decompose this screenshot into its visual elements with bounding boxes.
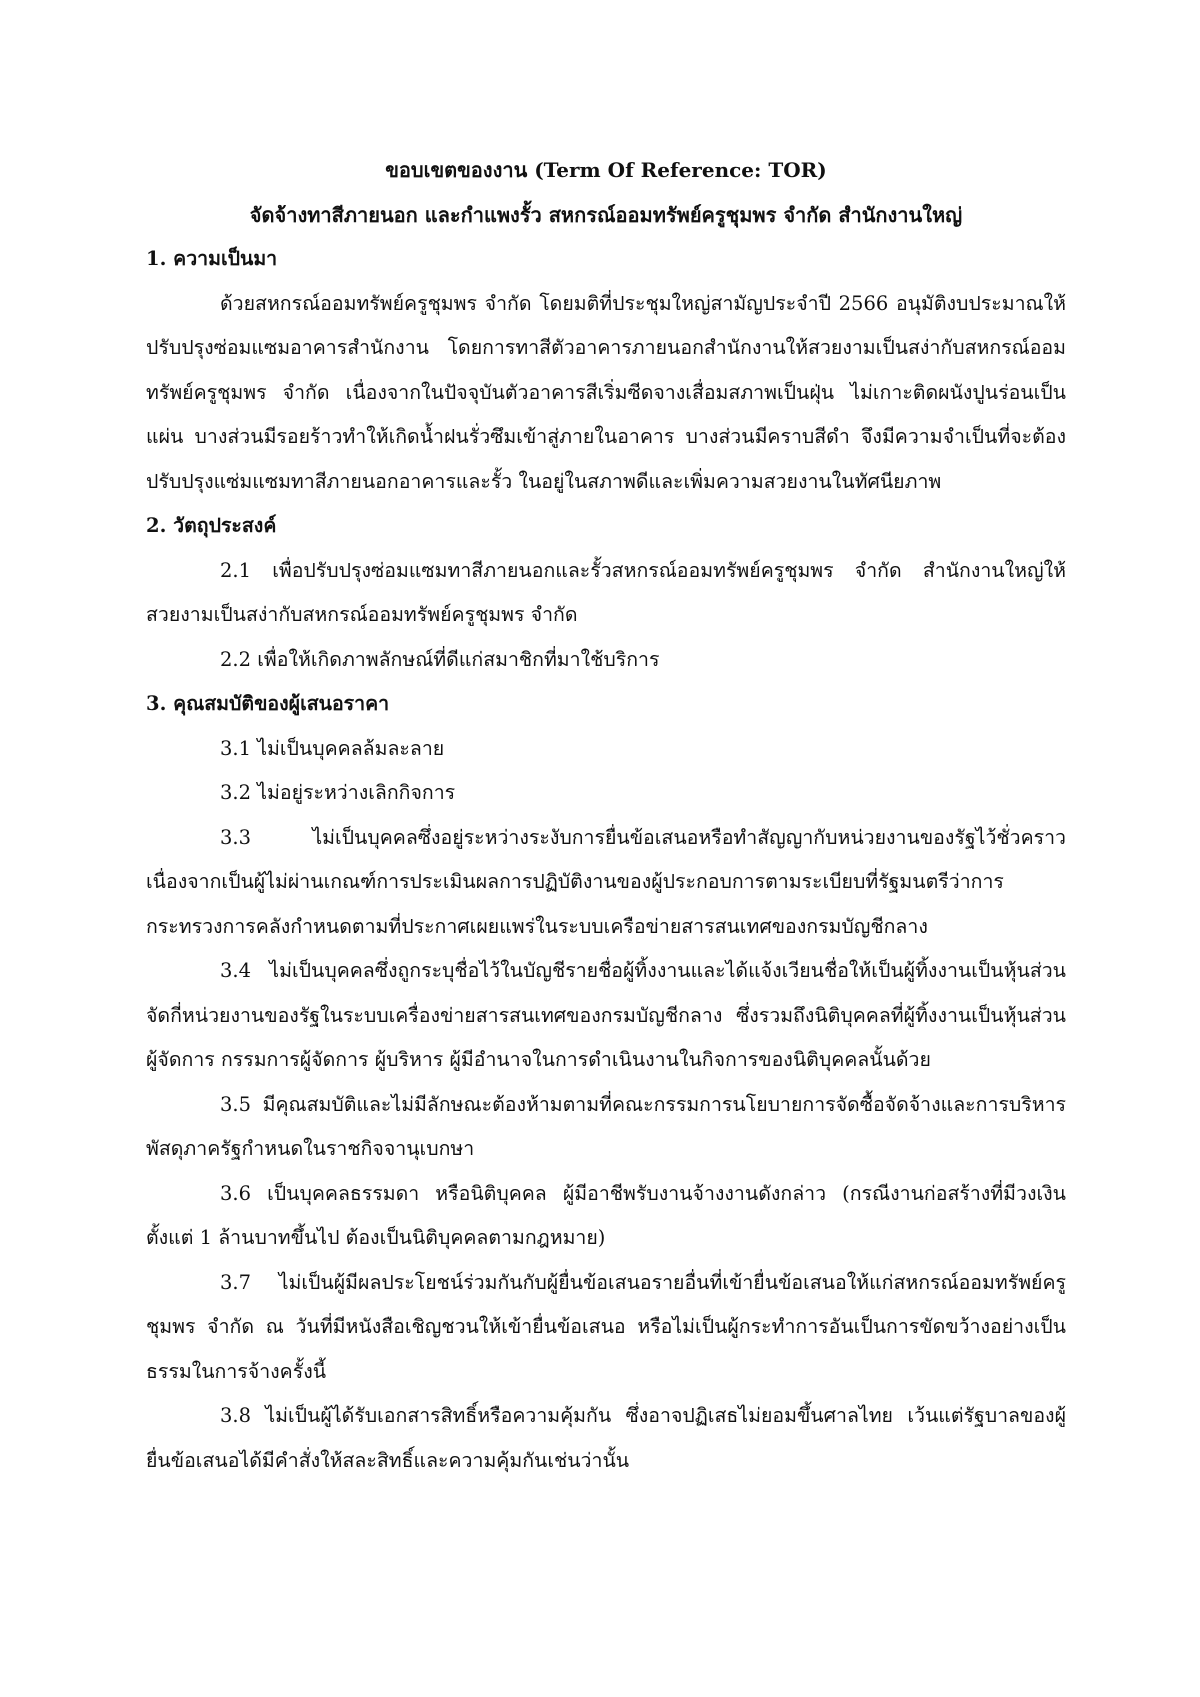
section-heading-objectives: 2. วัตถุประสงค์ [146, 514, 277, 537]
section-heading-background: 1. ความเป็นมา [146, 247, 278, 270]
section-heading-qualifications: 3. คุณสมบัติของผู้เสนอราคา [146, 692, 390, 715]
objective-item: 2.2 เพื่อให้เกิดภาพลักษณ์ที่ดีแก่สมาชิกที่มาใช้บริการ [220, 647, 660, 671]
qualification-item: 3.1 ไม่เป็นบุคคลล้มละลาย [220, 736, 445, 760]
qualification-item: 3.7 ไม่เป็นผู้มีผลประโยชน์ร่วมกันกับผู้ยื่นข้อเสนอรายอื่นที่เข้ายื่นข้อเสนอให้แก่สหกรณ์ออมทรัพย์ครูชุมพร จำกัด ณ วันที่มีหนังสือเชิญชวนให้เข้ายื่นข้อเสนอ หรือไม่เป็นผู้กระทำการอันเป็นการขัดขว้างอย่างเป็นธรรมในการจ้างครั้งนี้ [146, 1270, 1066, 1383]
document-title: ขอบเขตของงาน (Term Of Reference: TOR) [385, 158, 827, 182]
qualification-item: 3.8 ไม่เป็นผู้ได้รับเอกสารสิทธิ์หรือความคุ้มกัน ซึ่งอาจปฏิเสธไม่ยอมขึ้นศาลไทย เว้นแต่รัฐบาลของผู้ยื่นข้อเสนอได้มีคำสั่งให้สละสิทธิ์และความคุ้มกันเช่นว่านั้น [146, 1404, 1066, 1472]
objective-item: 2.1 เพื่อปรับปรุงซ่อมแซมทาสีภายนอกและรั้วสหกรณ์ออมทรัพย์ครูชุมพร จำกัด สำนักงานใหญ่ให้สวยงามเป็นสง่ากับสหกรณ์ออมทรัพย์ครูชุมพร จำกัด [146, 558, 1066, 626]
qualification-item: 3.4 ไม่เป็นบุคคลซึ่งถูกระบุชื่อไว้ในบัญชีรายชื่อผู้ทิ้งงานและได้แจ้งเวียนชื่อให้เป็นผู้ทิ้งงานเป็นหุ้นส่วนจัดกี่หน่วยงานของรัฐในระบบเครื่องข่ายสารสนเทศของกรมบัญชีกลาง ซึ่งรวมถึงนิติบุคคลที่ผู้ทิ้งงานเป็นหุ้นส่วนผู้จัดการ กรรมการผู้จัดการ ผู้บริหาร ผู้มีอำนาจในการดำเนินงานในกิจการของนิติบุคคลนั้นด้วย [146, 959, 1066, 1071]
qualification-item: 3.2 ไม่อยู่ระหว่างเลิกกิจการ [220, 781, 456, 804]
background-paragraph: ด้วยสหกรณ์ออมทรัพย์ครูชุมพร จำกัด โดยมติที่ประชุมใหญ่สามัญประจำปี 2566 อนุมัติงบประมาณให้ปรับปรุงซ่อมแซมอาคารสำนักงาน โดยการทาสีตัวอาคารภายนอกสำนักงานให้สวยงามเป็นสง่ากับสหกรณ์ออมทรัพย์ครูชุมพร จำกัด เนื่องจากในปัจจุบันตัวอาคารสีเริ่มซีดจางเสื่อมสภาพเป็นฝุ่น ไม่เกาะติดผนังปูนร่อนเป็นแผ่น บางส่วนมีรอยร้าวทำให้เกิดน้ำฝนรั่วซึมเข้าสู่ภายในอาคาร บางส่วนมีคราบสีดำ จึงมีความจำเป็นที่จะต้องปรับปรุงแซ่มแซมทาสีภายนอกอาคารและรั้ว ในอยู่ในสภาพดีและเพิ่มความสวยงานในทัศนียภาพ [146, 291, 1066, 493]
qualification-item: 3.3 ไม่เป็นบุคคลซึ่งอยู่ระหว่างระงับการยื่นข้อเสนอหรือทำสัญญากับหน่วยงานของรัฐไว้ชั่วคราว เนื่องจากเป็นผู้ไม่ผ่านเกณฑ์การประเมินผลการปฏิบัติงานของผู้ประกอบการตามระเบียบที่รัฐมนตรีว่าการกระทรวงการคลังกำหนดตามที่ประกาศเผยแพร่ในระบบเครือข่ายสารสนเทศของกรมบัญชีกลาง [146, 825, 1066, 938]
qualification-item: 3.6 เป็นบุคคลธรรมดา หรือนิติบุคคล ผู้มีอาชีพรับงานจ้างงานดังกล่าว (กรณีงานก่อสร้างที่มีวงเงินตั้งแต่ 1 ล้านบาทขึ้นไป ต้องเป็นนิติบุคคลตามกฎหมาย) [146, 1181, 1066, 1249]
document-subtitle: จัดจ้างทาสีภายนอก และกำแพงรั้ว สหกรณ์ออมทรัพย์ครูชุมพร จำกัด สำนักงานใหญ่ [249, 202, 963, 227]
qualification-item: 3.5 มีคุณสมบัติและไม่มีลักษณะต้องห้ามตามที่คณะกรรมการนโยบายการจัดซื้อจัดจ้างและการบริหารพัสดุภาครัฐกำหนดในราชกิจจานุเบกษา [146, 1092, 1066, 1160]
